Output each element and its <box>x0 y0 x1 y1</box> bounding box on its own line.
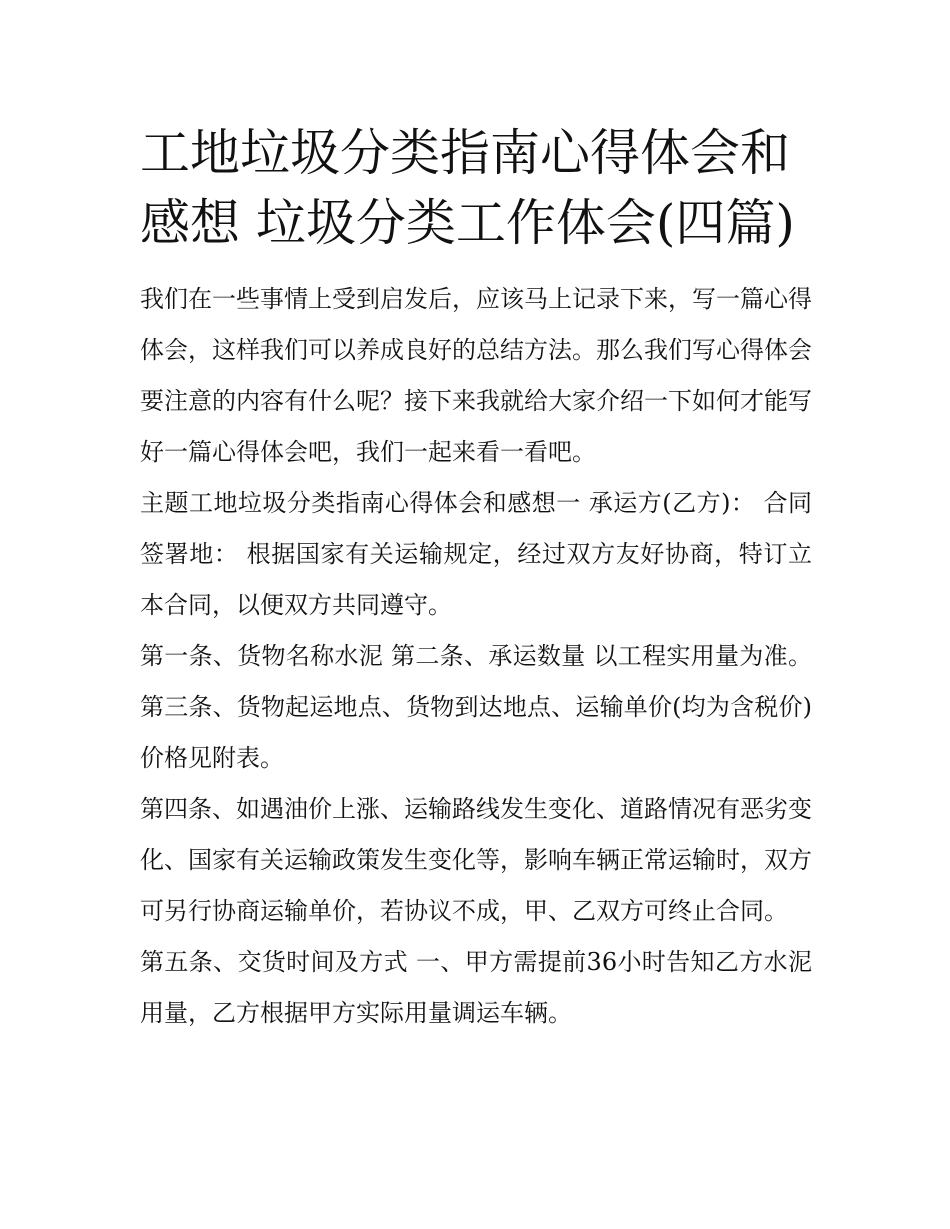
paragraph-article-5: 第五条、交货时间及方式 一、甲方需提前36小时告知乙方水泥用量，乙方根据甲方实际用量调运车辆。 <box>140 948 812 1027</box>
paragraph-contract-header: 主题工地垃圾分类指南心得体会和感想一 承运方(乙方)： 合同签署地： 根据国家有关运输规定，经过双方友好协商，特订立本合同，以便双方共同遵守。 <box>140 489 812 619</box>
paragraph-article-4: 第四条、如遇油价上涨、运输路线发生变化、道路情况有恶劣变化、国家有关运输政策发生变化等，影响车辆正常运输时，双方可另行协商运输单价，若协议不成，甲、乙双方可终止合同。 <box>140 795 812 925</box>
document-title: 工地垃圾分类指南心得体会和感想 垃圾分类工作体会(四篇) <box>140 124 795 252</box>
document-body <box>140 118 812 1039</box>
paragraph-intro: 我们在一些事情上受到启发后，应该马上记录下来，写一篇心得体会，这样我们可以养成良好的总结方法。那么我们写心得体会要注意的内容有什么呢？接下来我就给大家介绍一下如何才能写好一篇心得体会吧，我们一起来看一看吧。 <box>140 285 812 466</box>
paragraph-article-1-3: 第一条、货物名称水泥 第二条、承运数量 以工程实用量为准。 第三条、货物起运地点、货物到达地点、运输单价(均为含税价)价格见附表。 <box>140 642 812 772</box>
